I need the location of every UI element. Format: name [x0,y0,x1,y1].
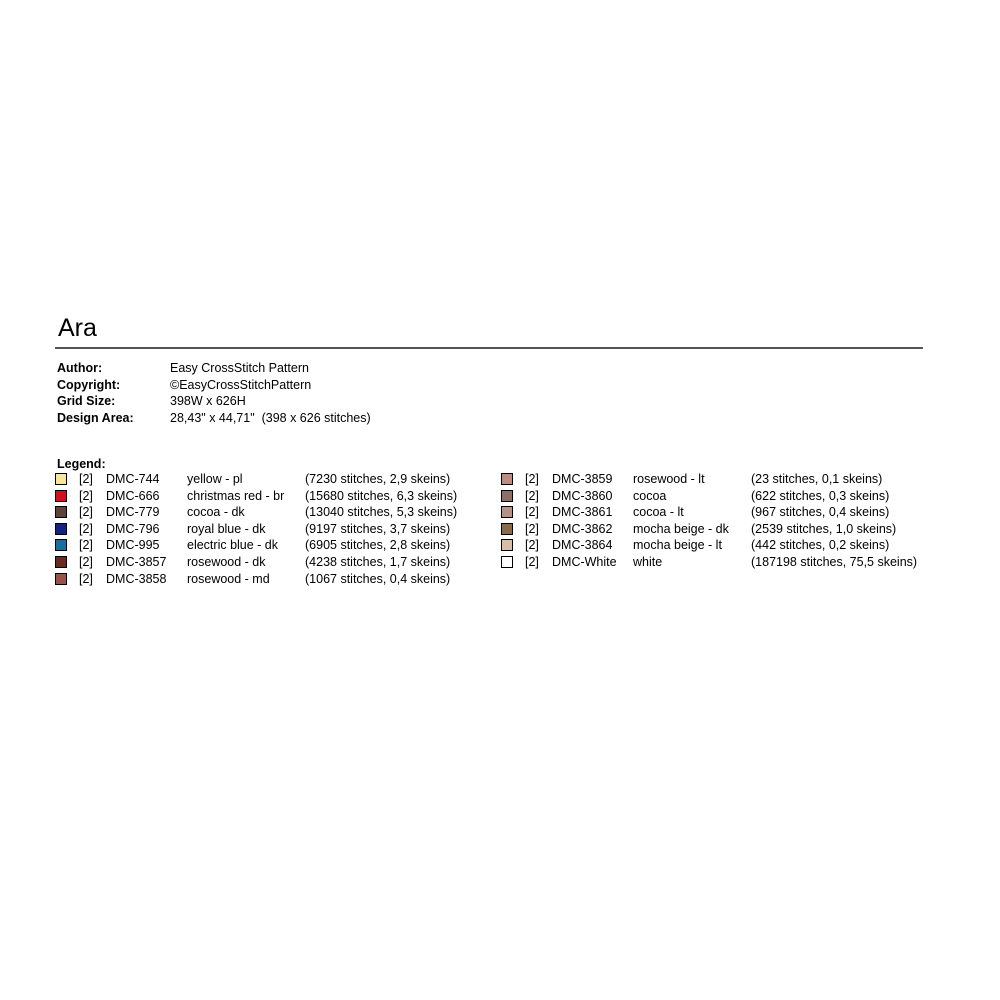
grid-size-row [57,393,371,410]
thread-code: DMC-3860 [552,488,613,503]
color-name: mocha beige - lt [633,538,722,553]
strand-count: [2] [79,472,93,486]
strand-count: [2] [79,488,93,503]
stitch-count: (23 stitches, 0,1 skeins) [751,472,883,486]
design-area-row [57,410,371,427]
copyright-row [57,377,371,394]
thread-code: DMC-3861 [552,505,613,520]
strand-count: [2] [79,538,93,553]
color-swatch [55,473,67,485]
color-name: mocha beige - dk [633,521,729,536]
thread-code: DMC-White [552,554,617,569]
color-swatch [501,490,513,502]
color-swatch [55,490,67,502]
thread-code: DMC-744 [106,472,160,486]
thread-code: DMC-3864 [552,538,613,553]
thread-code: DMC-3859 [552,472,613,486]
grid-size-label: Grid Size: [57,394,116,408]
color-swatch [501,473,513,485]
copyright-label: Copyright: [57,377,121,392]
design-area-label: Design Area: [57,410,134,425]
color-swatch [501,539,513,551]
color-name: electric blue - dk [187,538,279,553]
stitch-count: (442 stitches, 0,2 skeins) [751,538,890,553]
copyright-value: ©EasyCrossStitchPattern [170,377,312,392]
strand-count: [2] [525,554,539,569]
grid-size-value: 398W x 626H [170,394,246,408]
stitch-count: (13040 stitches, 5,3 skeins) [305,505,458,520]
color-name: cocoa - dk [187,505,245,520]
thread-code: DMC-796 [106,521,160,536]
stitch-count: (9197 stitches, 3,7 skeins) [305,521,451,536]
color-name: rosewood - dk [187,554,266,569]
color-swatch [501,556,513,568]
color-name: rosewood - md [187,571,270,586]
color-name: white [633,554,663,569]
strand-count: [2] [79,554,93,569]
strand-count: [2] [525,505,539,520]
color-swatch [501,506,513,518]
thread-code: DMC-779 [106,505,160,520]
strand-count: [2] [525,521,539,536]
stitch-count: (622 stitches, 0,3 skeins) [751,488,890,503]
author-label: Author: [57,361,103,375]
title-divider [55,347,923,349]
stitch-count: (6905 stitches, 2,8 skeins) [305,538,451,553]
color-name: christmas red - br [187,488,285,503]
thread-code: DMC-995 [106,538,160,553]
stitch-count: (1067 stitches, 0,4 skeins) [305,571,451,586]
color-name: cocoa [633,488,667,503]
stitch-count: (4238 stitches, 1,7 skeins) [305,554,451,569]
stitch-count: (7230 stitches, 2,9 skeins) [305,472,451,486]
strand-count: [2] [525,472,539,486]
thread-code: DMC-3857 [106,554,167,569]
author-row [57,360,371,377]
color-swatch [55,556,67,568]
color-name: cocoa - lt [633,505,684,520]
color-swatch [501,523,513,535]
legend-heading: Legend: [57,457,106,471]
strand-count: [2] [525,538,539,553]
strand-count: [2] [79,571,93,586]
color-name: yellow - pl [187,472,243,486]
thread-code: DMC-3858 [106,571,167,586]
strand-count: [2] [79,521,93,536]
color-name: royal blue - dk [187,521,266,536]
stitch-count: (187198 stitches, 75,5 skeins) [751,554,918,569]
color-swatch [55,539,67,551]
strand-count: [2] [79,505,93,520]
stitch-count: (967 stitches, 0,4 skeins) [751,505,890,520]
pattern-info [57,360,371,426]
color-name: rosewood - lt [633,472,705,486]
pattern-title: Ara [58,314,97,342]
strand-count: [2] [525,488,539,503]
stitch-count: (15680 stitches, 6,3 skeins) [305,488,458,503]
color-swatch [55,573,67,585]
author-value: Easy CrossStitch Pattern [170,361,309,375]
color-swatch [55,523,67,535]
thread-code: DMC-666 [106,488,160,503]
color-swatch [55,506,67,518]
design-area-value: 28,43" x 44,71" (398 x 626 stitches) [170,410,371,425]
thread-code: DMC-3862 [552,521,613,536]
stitch-count: (2539 stitches, 1,0 skeins) [751,521,897,536]
